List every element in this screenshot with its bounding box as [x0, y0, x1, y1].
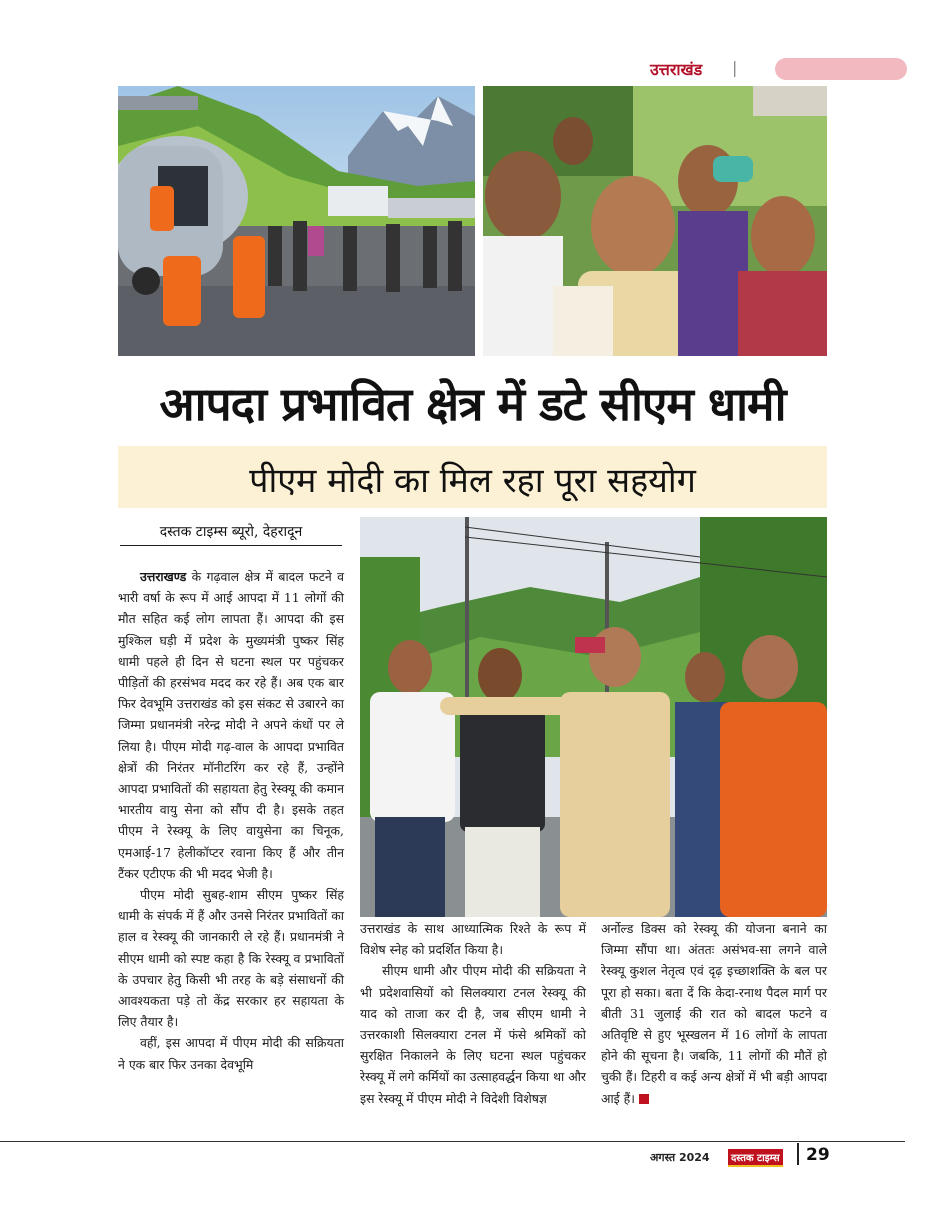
- article-paragraph: सीएम धामी और पीएम मोदी की सक्रियता ने भी प्रदेशवासियों को सिलक्यारा टनल रेस्क्यू की याद को ताजा कर दी है, जब सीएम धामी ने उत्तरकाशी सिलक्यारा टनल में फंसे श्रमिकों को सुरक्षित निकालने के लिए घटना स्थल पहुंचकर रेस्क्यू में लगे कर्मियों का उत्साहवर्द्धन किया था और इस रेस्क्यू में पीएम मोदी ने विदेशी विशेषज्ञ: [360, 963, 586, 1106]
- footer-issue-date: अगस्त 2024: [650, 1151, 710, 1164]
- footer-brand-logo: दस्तक टाइम्स: [728, 1149, 783, 1167]
- section-label: उत्तराखंड: [650, 60, 703, 79]
- article-column-2: [360, 918, 586, 1109]
- headline: आपदा प्रभावित क्षेत्र में डटे सीएम धामी: [159, 377, 786, 431]
- article-text: के गढ़वाल क्षेत्र में बादल फटने व भारी वर्षा के रूप में आई आपदा में 11 लोगों की मौत सहित कई लोग लापता हैं। आपदा की इस मुश्किल घड़ी में प्रदेश के मुख्यमंत्री पुष्कर सिंह धामी पहले ही दिन से घटना स्थल पर पहुंचकर पीड़ितों की हरसंभव मदद कर रहे हैं। अब एक बार फिर देवभूमि उत्तराखंड को इस संकट से उबारने का जिम्मा प्रधानमंत्री नरेन्द्र मोदी ने अपने कंधों पर ले लिया है। पीएम मोदी गढ़-वाल के आपदा प्रभावित क्षेत्रों की निरंतर मॉनीटरिंग कर रहे हैं, उन्होंने आपदा प्रभावितों की सहायता हेतु रेस्क्यू की कमान भारतीय वायु सेना को सौंप दी है। इसके तहत पीएम ने रेस्क्यू के लिए वायुसेना का चिनूक, एमआई-17 हेलीकॉप्टर रवाना किए हैं और तीन टैंकर एटीएफ की भी मदद भेजी है।: [118, 569, 344, 881]
- byline: दस्तक टाइम्स ब्यूरो, देहरादून: [120, 522, 342, 546]
- cm-site-inspection-photo: [360, 517, 827, 917]
- helicopter-rescue-photo: [118, 86, 475, 356]
- cm-meeting-villagers-photo: [483, 86, 827, 356]
- article-lead-word: उत्तराखण्ड: [140, 569, 187, 584]
- article-paragraph: [601, 918, 827, 1109]
- footer-divider: [797, 1143, 799, 1165]
- section-separator: |: [732, 58, 738, 77]
- subheadline: पीएम मोदी का मिल रहा पूरा सहयोग: [249, 461, 696, 501]
- page-number: 29: [806, 1145, 830, 1165]
- section-pill-decoration: [775, 58, 907, 80]
- article-column-1: [118, 566, 344, 1075]
- article-paragraph: पीएम मोदी सुबह-शाम सीएम पुष्कर सिंह धामी के संपर्क में हैं और उनसे निरंतर प्रभावितों का हाल व रेस्क्यू की जानकारी ले रहे हैं। प्रधानमंत्री ने सीएम धामी को स्पष्ट कहा है कि रेस्क्यू व प्रभावितों के उपचार हेतु किसी भी तरह के बड़े संसाधनों की आवश्यकता पड़े तो केंद्र सरकार हर सहायता के लिए तैयार है।: [118, 887, 344, 1030]
- article-text: अर्नोल्ड डिक्स को रेस्क्यू की योजना बनाने का जिम्मा सौंपा था। अंततः असंभव-सा लगने वाले रेस्क्यू कुशल नेतृत्व एवं दृढ़ इच्छाशक्ति के बल पर पूरा हो सका। बता दें कि केदा-रनाथ पैदल मार्ग पर बीती 31 जुलाई की रात को बादल फटने व अतिवृष्टि से हुए भूस्खलन में 16 लोगों के लापता होने की सूचना है। जबकि, 11 लोगों की मौतें हो चुकी हैं। टिहरी व कई अन्य क्षेत्रों में भी बड़ी आपदा आई हैं।: [601, 921, 827, 1106]
- footer-rule: [0, 1141, 905, 1142]
- article-paragraph: वहीं, इस आपदा में पीएम मोदी की सक्रियता ने एक बार फिर उनका देवभूमि: [118, 1035, 344, 1072]
- article-paragraph: [118, 566, 344, 884]
- article-column-3: [601, 918, 827, 1109]
- end-of-article-mark-icon: [639, 1094, 649, 1104]
- article-paragraph: उत्तराखंड के साथ आध्यात्मिक रिश्ते के रूप में विशेष स्नेह को प्रदर्शित किया है।: [360, 921, 586, 958]
